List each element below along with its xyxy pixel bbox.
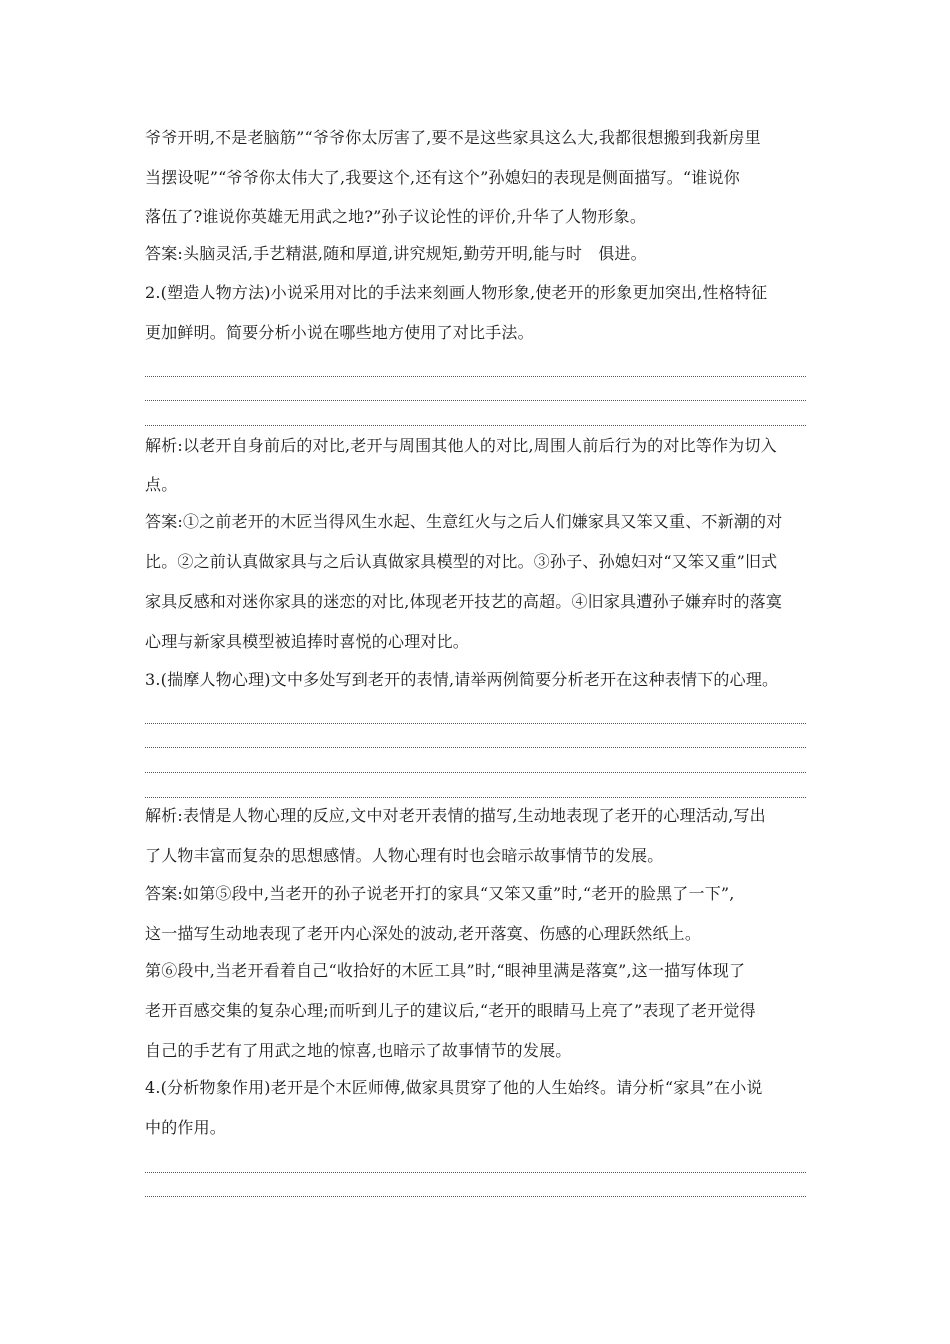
q2-answer-line-4: 心理与新家具模型被追捧时喜悦的心理对比。 [145, 632, 470, 651]
q3-analysis-line-1: 解析:表情是人物心理的反应,文中对老开表情的描写,生动地表现了老开的心理活动,写出 [145, 806, 766, 825]
q2-analysis-line-2: 点。 [145, 475, 178, 494]
q3-question-line-1: 3.(揣摩人物心理)文中多处写到老开的表情,请举两例简要分析老开在这种表情下的心理。 [145, 670, 779, 689]
q2-answer-line-1: 答案:①之前老开的木匠当得风生水起、生意红火与之后人们嫌家具又笨又重、不新潮的对 [145, 512, 783, 531]
q3-answer-rule-1 [145, 723, 806, 724]
q2-answer-line-3: 家具反感和对迷你家具的迷恋的对比,体现老开技艺的高超。④旧家具遭孙子嫌弃时的落寞 [145, 592, 783, 611]
q2-question-line-1: 2.(塑造人物方法)小说采用对比的手法来刻画人物形象,使老开的形象更加突出,性格特征 [145, 283, 768, 302]
q3-answer-rule-2 [145, 747, 806, 748]
q3-answer-rule-3 [145, 772, 806, 773]
q4-answer-rule-2 [145, 1196, 806, 1197]
q4-question-line-2: 中的作用。 [145, 1118, 227, 1137]
q2-question-line-2: 更加鲜明。简要分析小说在哪些地方使用了对比手法。 [145, 323, 534, 342]
q3-answer-rule-4 [145, 797, 806, 798]
q3-analysis-line-2: 了人物丰富而复杂的思想感情。人物心理有时也会暗示故事情节的发展。 [145, 846, 664, 865]
q2-answer-rule-1 [145, 376, 806, 377]
q2-answer-rule-2 [145, 400, 806, 401]
q3-answer-line-5: 自己的手艺有了用武之地的惊喜,也暗示了故事情节的发展。 [145, 1041, 572, 1060]
q2-answer-rule-3 [145, 425, 806, 426]
q2-analysis-line-1: 解析:以老开自身前后的对比,老开与周围其他人的对比,周围人前后行为的对比等作为切入 [145, 436, 777, 455]
q1-analysis-line-1: 爷爷开明,不是老脑筋”“爷爷你太厉害了,要不是这些家具这么大,我都很想搬到我新房里 [145, 128, 761, 147]
q1-answer: 答案:头脑灵活,手艺精湛,随和厚道,讲究规矩,勤劳开明,能与时 俱进。 [145, 244, 647, 263]
q2-answer-line-2: 比。②之前认真做家具与之后认真做家具模型的对比。③孙子、孙媳妇对“又笨又重”旧式 [145, 552, 778, 571]
q4-answer-rule-1 [145, 1172, 806, 1173]
q3-answer-line-4: 老开百感交集的复杂心理;而听到儿子的建议后,“老开的眼睛马上亮了”表现了老开觉得 [145, 1001, 756, 1020]
q1-analysis-line-2: 当摆设呢”“爷爷你太伟大了,我要这个,还有这个”孙媳妇的表现是侧面描写。“谁说你 [145, 168, 740, 187]
q1-analysis-line-3: 落伍了?谁说你英雄无用武之地?”孙子议论性的评价,升华了人物形象。 [145, 207, 647, 226]
q3-answer-line-3: 第⑥段中,当老开看着自己“收拾好的木匠工具”时,“眼神里满是落寞”,这一描写体现了 [145, 961, 746, 980]
q4-question-line-1: 4.(分析物象作用)老开是个木匠师傅,做家具贯穿了他的人生始终。请分析“家具”在小说 [145, 1078, 763, 1097]
q3-answer-line-1: 答案:如第⑤段中,当老开的孙子说老开打的家具“又笨又重”时,“老开的脸黑了一下”, [145, 884, 735, 903]
q3-answer-line-2: 这一描写生动地表现了老开内心深处的波动,老开落寞、伤感的心理跃然纸上。 [145, 924, 702, 943]
